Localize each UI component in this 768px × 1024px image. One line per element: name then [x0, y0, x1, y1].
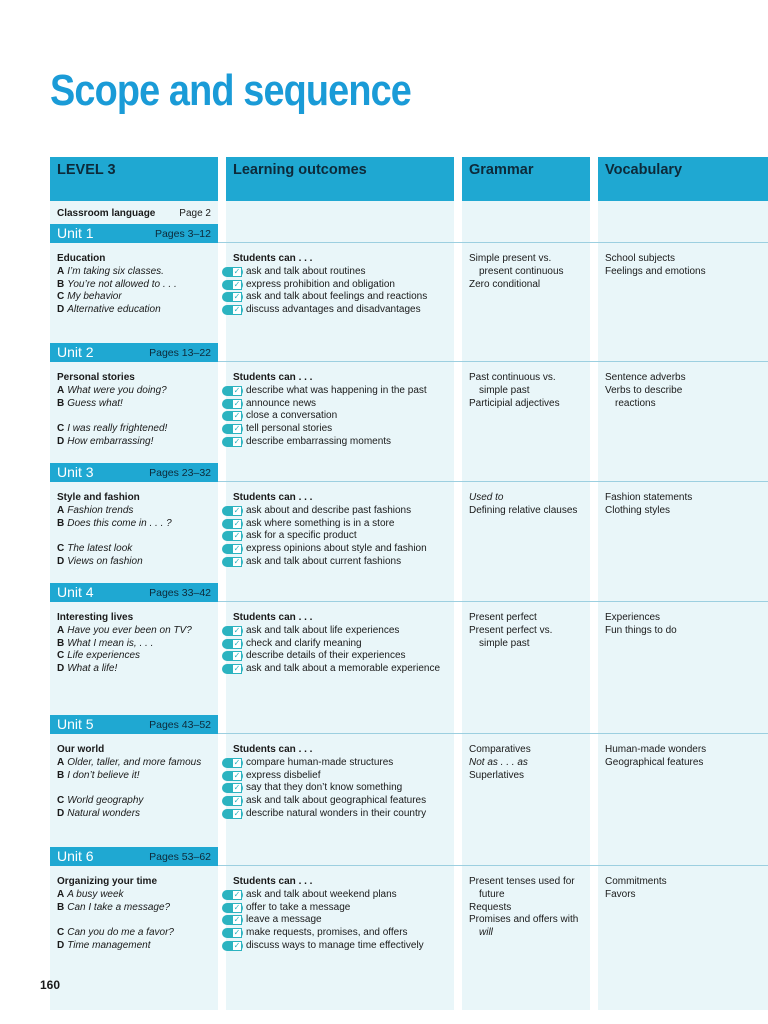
grammar-item: simple past [479, 384, 530, 396]
grammar-item: present continuous [479, 265, 564, 277]
checkbox-icon [222, 411, 243, 421]
lesson-letter: A [57, 888, 65, 900]
unit-name: Unit 4 [57, 584, 94, 600]
checkbox-icon [222, 292, 243, 302]
lesson-item [57, 266, 217, 279]
row-divider [218, 733, 768, 734]
lesson-title: Does this come in . . . ? [67, 517, 172, 529]
outcome-text: announce news [246, 397, 317, 409]
lesson-item [57, 927, 217, 940]
outcome-item [233, 782, 457, 795]
unit-vocabulary [605, 876, 765, 902]
lesson-letter: B [57, 517, 65, 529]
header-vocabulary: Vocabulary [598, 157, 768, 201]
vocabulary-item: Fashion statements [605, 492, 693, 503]
row-divider [218, 481, 768, 482]
students-can-label: Students can . . . [233, 744, 313, 755]
checkbox-icon [222, 399, 243, 409]
outcome-text: check and clarify meaning [246, 637, 362, 649]
checkbox-icon [222, 928, 243, 938]
vocabulary-item: Feelings and emotions [605, 265, 706, 277]
lesson-title: Natural wonders [67, 807, 141, 819]
lesson-title: Views on fashion [67, 555, 143, 567]
unit-name: Unit 2 [57, 344, 94, 360]
outcome-item [233, 436, 457, 449]
lesson-letter: C [57, 423, 65, 435]
lesson-item [57, 291, 217, 304]
outcome-item [233, 279, 457, 292]
unit-topic: Personal stories [57, 372, 135, 383]
outcome-text: ask and talk about life experiences [246, 624, 400, 636]
lesson-letter: D [57, 435, 65, 447]
outcome-text: tell personal stories [246, 423, 333, 435]
students-can-label: Students can . . . [233, 372, 313, 383]
outcome-text: ask and talk about routines [246, 265, 366, 277]
outcome-item [233, 543, 457, 556]
unit-topic: Organizing your time [57, 876, 158, 887]
lesson-item [57, 505, 217, 518]
lesson-item [57, 625, 217, 638]
outcome-item [233, 770, 457, 783]
lesson-letter: C [57, 795, 65, 807]
lesson-item [57, 650, 217, 663]
lesson-item [57, 556, 217, 569]
lesson-spacer [57, 530, 217, 543]
outcome-text: ask and talk about feelings and reactions [246, 291, 428, 303]
lesson-title: I was really frightened! [67, 423, 168, 435]
outcome-item [233, 808, 457, 821]
unit-pages: Pages 33–42 [149, 587, 211, 599]
checkbox-icon [222, 941, 243, 951]
unit-pages: Pages 13–22 [149, 347, 211, 359]
lesson-item [57, 543, 217, 556]
outcome-text: make requests, promises, and offers [246, 927, 408, 939]
lesson-title: Alternative education [67, 304, 161, 316]
lesson-item [57, 279, 217, 292]
outcome-item [233, 889, 457, 902]
outcome-text: discuss advantages and disadvantages [246, 304, 421, 316]
checkbox-icon [222, 544, 243, 554]
checkbox-icon [222, 267, 243, 277]
lesson-letter: B [57, 901, 65, 913]
checkbox-icon [222, 506, 243, 516]
unit-lessons [57, 744, 217, 821]
lesson-title: Older, taller, and more famous [67, 756, 202, 768]
unit-lessons [57, 612, 217, 676]
outcome-item [233, 423, 457, 436]
unit-bar [50, 715, 218, 734]
lesson-item [57, 423, 217, 436]
unit-vocabulary [605, 372, 765, 410]
lesson-item [57, 398, 217, 411]
grammar-item: Present perfect vs. [469, 624, 553, 636]
lesson-letter: D [57, 555, 65, 567]
grammar-item: Used to [469, 492, 504, 503]
unit-name: Unit 3 [57, 464, 94, 480]
vocabulary-item: Human-made wonders [605, 744, 707, 755]
lesson-letter: D [57, 304, 65, 316]
outcome-text: express opinions about style and fashion [246, 543, 427, 555]
unit-vocabulary [605, 744, 765, 770]
lesson-item [57, 436, 217, 449]
lesson-letter: D [57, 939, 65, 951]
lesson-title: Have you ever been on TV? [67, 624, 192, 636]
lesson-item [57, 663, 217, 676]
lesson-item [57, 889, 217, 902]
lesson-item [57, 770, 217, 783]
page-title: Scope and sequence [50, 66, 411, 115]
classroom-language-row [50, 201, 218, 223]
vocabulary-item: School subjects [605, 253, 676, 264]
checkbox-icon [222, 424, 243, 434]
outcome-item [233, 902, 457, 915]
lesson-title: World geography [67, 795, 144, 807]
unit-pages: Pages 3–12 [154, 228, 211, 240]
outcome-item [233, 650, 457, 663]
lesson-title: I’m taking six classes. [67, 265, 164, 277]
lesson-title: Guess what! [67, 397, 123, 409]
outcome-text: ask and talk about geographical features [246, 795, 427, 807]
vocabulary-item: Clothing styles [605, 504, 671, 516]
lesson-letter: A [57, 756, 65, 768]
header-learning-outcomes: Learning outcomes [226, 157, 454, 201]
lesson-title: Can you do me a favor? [67, 927, 174, 939]
outcome-item [233, 385, 457, 398]
outcome-text: offer to take a message [246, 901, 351, 913]
unit-outcomes [233, 612, 457, 676]
outcome-item [233, 266, 457, 279]
outcome-text: discuss ways to manage time effectively [246, 939, 424, 951]
lesson-letter: B [57, 769, 65, 781]
unit-name: Unit 6 [57, 848, 94, 864]
unit-pages: Pages 43–52 [149, 719, 211, 731]
outcome-item [233, 638, 457, 651]
outcome-item [233, 410, 457, 423]
lesson-item [57, 638, 217, 651]
outcome-text: describe natural wonders in their country [246, 807, 427, 819]
lesson-spacer [57, 914, 217, 927]
grammar-item: Promises and offers with [469, 914, 579, 926]
lesson-title: The latest look [67, 543, 133, 555]
outcome-item [233, 505, 457, 518]
unit-name: Unit 1 [57, 225, 94, 241]
outcome-text: ask and talk about a memorable experience [246, 663, 441, 675]
unit-topic: Education [57, 253, 106, 264]
outcome-item [233, 304, 457, 317]
lesson-title: What were you doing? [67, 384, 167, 396]
checkbox-icon [222, 386, 243, 396]
outcome-item [233, 625, 457, 638]
students-can-label: Students can . . . [233, 876, 313, 887]
lesson-title: Fashion trends [67, 504, 134, 516]
row-divider [218, 242, 768, 243]
unit-row [50, 715, 768, 845]
outcome-item [233, 795, 457, 808]
unit-row [50, 583, 768, 713]
outcome-text: ask about and describe past fashions [246, 504, 412, 516]
outcome-text: express prohibition and obligation [246, 278, 395, 290]
page-number: 160 [40, 978, 61, 992]
unit-row [50, 847, 768, 966]
outcome-text: describe details of their experiences [246, 650, 406, 662]
unit-bar [50, 343, 218, 362]
unit-row [50, 343, 768, 461]
grammar-item: Defining relative clauses [469, 504, 578, 516]
lesson-title: Time management [67, 939, 151, 951]
lesson-title: How embarrassing! [67, 435, 154, 447]
checkbox-icon [222, 783, 243, 793]
outcome-text: ask where something is in a store [246, 517, 395, 529]
unit-lessons [57, 253, 217, 317]
row-divider [218, 361, 768, 362]
unit-row [50, 224, 768, 342]
unit-outcomes [233, 744, 457, 821]
outcome-item [233, 530, 457, 543]
vocabulary-item: Experiences [605, 612, 661, 623]
checkbox-icon [222, 557, 243, 567]
grammar-item: Not as . . . as [469, 756, 528, 768]
vocabulary-item: Sentence adverbs [605, 372, 686, 383]
checkbox-icon [222, 437, 243, 447]
lesson-item [57, 795, 217, 808]
lesson-title: Can I take a message? [67, 901, 171, 913]
lesson-item [57, 518, 217, 531]
outcome-text: describe embarrassing moments [246, 435, 392, 447]
unit-grammar [469, 492, 593, 518]
students-can-label: Students can . . . [233, 253, 313, 264]
vocabulary-item: reactions [615, 397, 656, 409]
outcome-text: say that they don’t know something [246, 782, 403, 794]
unit-grammar [469, 744, 593, 782]
outcome-item [233, 914, 457, 927]
lesson-item [57, 304, 217, 317]
lesson-title: What I mean is, . . . [67, 637, 154, 649]
students-can-label: Students can . . . [233, 492, 313, 503]
unit-outcomes [233, 492, 457, 569]
lesson-letter: D [57, 663, 65, 675]
checkbox-icon [222, 903, 243, 913]
classroom-language-label: Classroom language [57, 208, 156, 219]
unit-bar [50, 463, 218, 482]
outcome-item [233, 663, 457, 676]
students-can-label: Students can . . . [233, 612, 313, 623]
lesson-letter: A [57, 384, 65, 396]
grammar-item: Comparatives [469, 744, 531, 755]
vocabulary-item: Commitments [605, 876, 667, 887]
lesson-letter: B [57, 397, 65, 409]
unit-outcomes [233, 876, 457, 953]
lesson-letter: B [57, 278, 65, 290]
outcome-text: ask for a specific product [246, 530, 357, 542]
vocabulary-item: Fun things to do [605, 624, 677, 636]
row-divider [218, 601, 768, 602]
lesson-letter: A [57, 624, 65, 636]
lesson-item [57, 385, 217, 398]
outcome-text: ask and talk about current fashions [246, 555, 402, 567]
grammar-item: Present tenses used for [469, 876, 575, 887]
lesson-item [57, 757, 217, 770]
outcome-text: describe what was happening in the past [246, 384, 427, 396]
lesson-title: You’re not allowed to . . . [67, 278, 177, 290]
header-level: LEVEL 3 [50, 157, 218, 201]
grammar-item: Present perfect [469, 612, 537, 623]
unit-vocabulary [605, 612, 765, 638]
outcome-text: express disbelief [246, 769, 321, 781]
outcome-text: close a conversation [246, 410, 338, 422]
unit-topic: Our world [57, 744, 105, 755]
grammar-item: future [479, 888, 505, 900]
checkbox-icon [222, 796, 243, 806]
vocabulary-item: Geographical features [605, 756, 704, 768]
outcome-item [233, 291, 457, 304]
unit-grammar [469, 253, 593, 291]
outcome-item [233, 398, 457, 411]
checkbox-icon [222, 639, 243, 649]
lesson-letter: D [57, 807, 65, 819]
checkbox-icon [222, 809, 243, 819]
outcome-text: compare human-made structures [246, 756, 394, 768]
vocabulary-item: Verbs to describe [605, 384, 683, 396]
unit-lessons [57, 372, 217, 449]
checkbox-icon [222, 915, 243, 925]
checkbox-icon [222, 771, 243, 781]
lesson-letter: B [57, 637, 65, 649]
lesson-letter: A [57, 265, 65, 277]
outcome-item [233, 518, 457, 531]
grammar-item: simple past [479, 637, 530, 649]
lesson-title: My behavior [67, 291, 122, 303]
unit-pages: Pages 23–32 [149, 467, 211, 479]
checkbox-icon [222, 626, 243, 636]
unit-pages: Pages 53–62 [149, 851, 211, 863]
outcome-item [233, 940, 457, 953]
checkbox-icon [222, 531, 243, 541]
lesson-letter: C [57, 927, 65, 939]
unit-lessons [57, 492, 217, 569]
grammar-item: Superlatives [469, 769, 525, 781]
checkbox-icon [222, 890, 243, 900]
row-divider [218, 865, 768, 866]
lesson-letter: C [57, 650, 65, 662]
grammar-item: Zero conditional [469, 278, 541, 290]
unit-bar [50, 847, 218, 866]
outcome-item [233, 757, 457, 770]
lesson-item [57, 808, 217, 821]
unit-lessons [57, 876, 217, 953]
checkbox-icon [222, 664, 243, 674]
checkbox-icon [222, 519, 243, 529]
lesson-spacer [57, 410, 217, 423]
unit-outcomes [233, 253, 457, 317]
outcome-item [233, 927, 457, 940]
outcome-text: leave a message [246, 914, 322, 926]
grammar-item: Past continuous vs. [469, 372, 556, 383]
unit-grammar [469, 876, 593, 940]
header-grammar: Grammar [462, 157, 590, 201]
unit-bar [50, 583, 218, 602]
classroom-language-page: Page 2 [179, 208, 211, 219]
grammar-item: will [479, 927, 493, 939]
unit-grammar [469, 372, 593, 410]
lesson-letter: C [57, 543, 65, 555]
grammar-item: Requests [469, 901, 512, 913]
unit-row [50, 463, 768, 581]
vocabulary-item: Favors [605, 888, 636, 900]
grammar-item: Participial adjectives [469, 397, 560, 409]
lesson-letter: C [57, 291, 65, 303]
unit-bar [50, 224, 218, 243]
unit-grammar [469, 612, 593, 650]
lesson-title: Life experiences [67, 650, 141, 662]
lesson-item [57, 940, 217, 953]
unit-outcomes [233, 372, 457, 449]
lesson-spacer [57, 782, 217, 795]
checkbox-icon [222, 280, 243, 290]
lesson-title: I don’t believe it! [67, 769, 140, 781]
unit-vocabulary [605, 253, 765, 279]
lesson-letter: A [57, 504, 65, 516]
unit-topic: Interesting lives [57, 612, 134, 623]
checkbox-icon [222, 305, 243, 315]
outcome-item [233, 556, 457, 569]
unit-topic: Style and fashion [57, 492, 140, 503]
checkbox-icon [222, 758, 243, 768]
lesson-title: A busy week [67, 888, 124, 900]
unit-name: Unit 5 [57, 716, 94, 732]
grammar-item: Simple present vs. [469, 253, 552, 264]
checkbox-icon [222, 651, 243, 661]
lesson-item [57, 902, 217, 915]
lesson-title: What a life! [67, 663, 118, 675]
unit-vocabulary [605, 492, 765, 518]
outcome-text: ask and talk about weekend plans [246, 888, 397, 900]
